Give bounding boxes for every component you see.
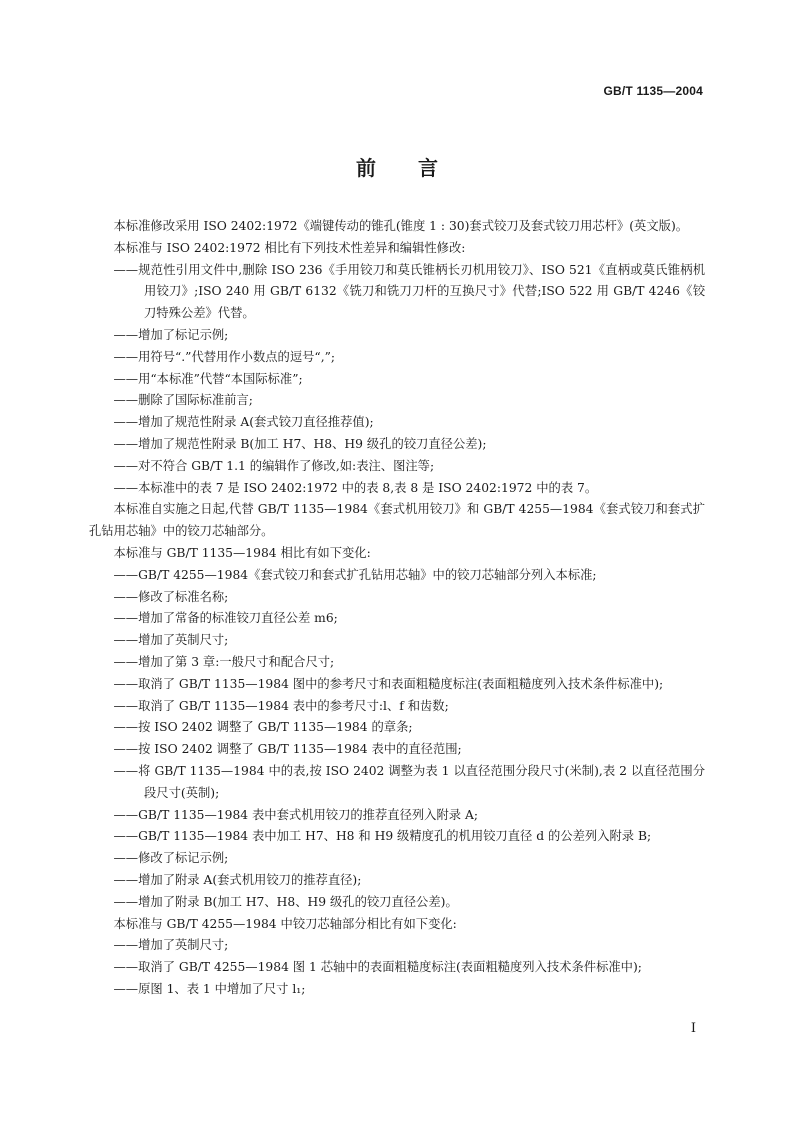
- list-item: ——增加了标记示例;: [113, 327, 229, 342]
- list-item: ——本标准中的表 7 是 ISO 2402:1972 中的表 8,表 8 是 ISO 2402:1972 中的表 7。: [113, 480, 598, 495]
- list-item: ——对不符合 GB/T 1.1 的编辑作了修改,如:表注、图注等;: [113, 458, 435, 473]
- paragraph: 本标准自实施之日起,代替 GB/T 1135—1984《套式机用铰刀》和 GB/T 4255—1984《套式铰刀和套式扩孔钻用芯轴》中的铰刀芯轴部分。: [89, 502, 705, 539]
- paragraph: 本标准与 GB/T 1135—1984 相比有如下变化:: [113, 545, 371, 560]
- foreword-body: [89, 216, 705, 1001]
- list-item: ——增加了规范性附录 B(加工 H7、H8、H9 级孔的铰刀直径公差);: [113, 436, 487, 451]
- list-item: ——增加了规范性附录 A(套式铰刀直径推荐值);: [113, 415, 374, 430]
- document-code: GB/T 1135—2004: [603, 84, 703, 98]
- page-title: [0, 152, 794, 181]
- list-item: ——增加了附录 A(套式机用铰刀的推荐直径);: [113, 872, 362, 887]
- list-item: ——原图 1、表 1 中增加了尺寸 l₁;: [113, 981, 306, 996]
- list-item: ——修改了标准名称;: [113, 589, 229, 604]
- list-item: ——增加了第 3 章:一般尺寸和配合尺寸;: [113, 654, 335, 669]
- paragraph: 本标准与 GB/T 4255—1984 中铰刀芯轴部分相比有如下变化:: [113, 916, 457, 931]
- list-item: ——取消了 GB/T 4255—1984 图 1 芯轴中的表面粗糙度标注(表面粗糙度列入技术条件标准中);: [113, 960, 642, 975]
- list-item: ——GB/T 4255—1984《套式铰刀和套式扩孔钻用芯轴》中的铰刀芯轴部分列入本标准;: [113, 567, 597, 582]
- page-number: I: [690, 1021, 696, 1036]
- list-item: ——增加了常备的标准铰刀直径公差 m6;: [113, 611, 338, 626]
- list-item: ——按 ISO 2402 调整了 GB/T 1135—1984 表中的直径范围;: [113, 742, 462, 757]
- list-item: ——GB/T 1135—1984 表中套式机用铰刀的推荐直径列入附录 A;: [113, 807, 478, 822]
- list-item: ——按 ISO 2402 调整了 GB/T 1135—1984 的章条;: [113, 720, 413, 735]
- title-char-2: 言: [418, 156, 438, 180]
- list-item: ——增加了附录 B(加工 H7、H8、H9 级孔的铰刀直径公差)。: [113, 894, 458, 909]
- paragraph: 本标准修改采用 ISO 2402:1972《端键传动的锥孔(锥度 1 : 30)套式铰刀及套式铰刀用芯杆》(英文版)。: [113, 219, 689, 233]
- list-item: ——修改了标记示例;: [113, 851, 229, 866]
- title-char-1: 前: [356, 156, 376, 180]
- list-item: ——删除了国际标准前言;: [113, 393, 253, 408]
- list-item: ——增加了英制尺寸;: [113, 633, 229, 648]
- paragraph: 本标准与 ISO 2402:1972 相比有下列技术性差异和编辑性修改:: [113, 240, 466, 255]
- list-item: ——将 GB/T 1135—1984 中的表,按 ISO 2402 调整为表 1 以直径范围分段尺寸(米制),表 2 以直径范围分段尺寸(英制);: [113, 763, 705, 800]
- list-item: ——取消了 GB/T 1135—1984 图中的参考尺寸和表面粗糙度标注(表面粗糙度列入技术条件标准中);: [113, 676, 664, 691]
- list-item: ——用符号“.”代替用作小数点的逗号“,”;: [113, 349, 336, 364]
- list-item: ——增加了英制尺寸;: [113, 938, 229, 953]
- list-item: ——GB/T 1135—1984 表中加工 H7、H8 和 H9 级精度孔的机用铰刀直径 d 的公差列入附录 B;: [113, 829, 652, 844]
- list-item: ——取消了 GB/T 1135—1984 表中的参考尺寸:l、f 和齿数;: [113, 698, 449, 713]
- list-item: ——用“本标准”代替“本国际标准”;: [113, 371, 303, 386]
- list-item: ——规范性引用文件中,删除 ISO 236《手用铰刀和莫氏锥柄长刃机用铰刀》、ISO 521《直柄或莫氏锥柄机用铰刀》;ISO 240 用 GB/T 6132《铣刀和铣刀刀杆的互换尺寸》代替;ISO 522 用 GB/T 4246《铰刀特殊公差》代替。: [113, 262, 705, 321]
